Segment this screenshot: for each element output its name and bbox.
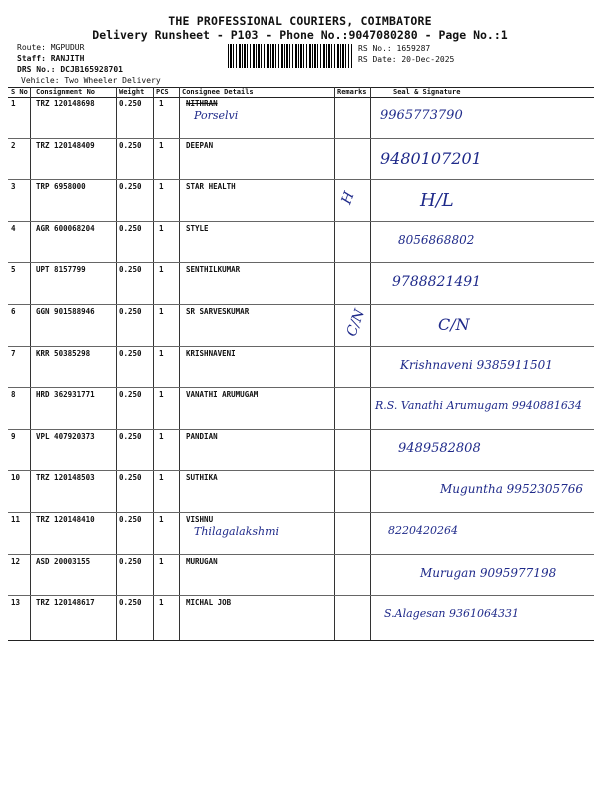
row-consignee: MURUGAN bbox=[186, 556, 218, 566]
row-consignee: STYLE bbox=[186, 223, 209, 233]
row-divider bbox=[8, 470, 594, 471]
row-divider bbox=[8, 304, 594, 305]
col-seal: Seal & Signature bbox=[393, 88, 461, 96]
row-seal-signature: 9965773790 bbox=[380, 108, 463, 123]
row-seal-signature: S.Alagesan 9361064331 bbox=[384, 607, 519, 621]
row-consignee: STAR HEALTH bbox=[186, 182, 236, 192]
row-weight: 0.250 bbox=[119, 390, 142, 400]
row-sno: 7 bbox=[11, 348, 16, 358]
row-handwritten-name: Thilagalakshmi bbox=[194, 525, 280, 538]
staff-text: Staff: RANJITH bbox=[17, 54, 85, 63]
row-seal-signature: 9788821491 bbox=[392, 274, 482, 291]
row-divider bbox=[8, 387, 594, 388]
table-bottom-border bbox=[8, 640, 594, 641]
row-pcs: 1 bbox=[159, 140, 164, 150]
row-weight: 0.250 bbox=[119, 348, 142, 358]
row-weight: 0.250 bbox=[119, 265, 142, 275]
row-consignment: HRD 362931771 bbox=[36, 390, 95, 400]
row-weight: 0.250 bbox=[119, 140, 142, 150]
col-consignee: Consignee Details bbox=[182, 88, 254, 96]
row-pcs: 1 bbox=[159, 473, 164, 483]
row-consignment: TRP 6958000 bbox=[36, 182, 86, 192]
row-sno: 8 bbox=[11, 390, 16, 400]
row-consignment: KRR 50385298 bbox=[36, 348, 91, 358]
page-subtitle: Delivery Runsheet - P103 - Phone No.:9047080280 - Page No.:1 bbox=[92, 28, 508, 42]
vehicle-text: Vehicle: Two Wheeler Delivery bbox=[21, 76, 161, 85]
row-seal-signature: Murugan 9095977198 bbox=[420, 565, 557, 580]
barcode bbox=[228, 44, 352, 68]
row-consignee: KRISHNAVENI bbox=[186, 348, 236, 358]
row-seal-signature: C/N bbox=[438, 315, 470, 334]
row-divider bbox=[8, 138, 594, 139]
row-weight: 0.250 bbox=[119, 182, 142, 192]
row-seal-signature: 8056868802 bbox=[398, 232, 475, 247]
row-seal-signature: R.S. Vanathi Arumugam 9940881634 bbox=[375, 399, 582, 413]
row-pcs: 1 bbox=[159, 307, 164, 316]
row-consignment: TRZ 120148617 bbox=[36, 598, 95, 608]
row-weight: 0.250 bbox=[119, 598, 142, 608]
row-pcs: 1 bbox=[159, 431, 164, 441]
row-weight: 0.250 bbox=[119, 473, 142, 483]
rs-no-text: RS No.: 1659287 bbox=[358, 44, 431, 53]
col-sno: S No bbox=[11, 88, 28, 96]
row-seal-signature: H/L bbox=[420, 190, 454, 212]
row-weight: 0.250 bbox=[119, 99, 142, 108]
row-consignment: TRZ 120148409 bbox=[36, 140, 95, 150]
row-divider bbox=[8, 512, 594, 513]
row-consignment: TRZ 120148410 bbox=[36, 515, 95, 524]
row-weight: 0.250 bbox=[119, 556, 142, 566]
row-consignment: ASD 20003155 bbox=[36, 556, 91, 566]
page-title: THE PROFESSIONAL COURIERS, COIMBATORE bbox=[168, 14, 432, 28]
row-weight: 0.250 bbox=[119, 515, 142, 524]
row-weight: 0.250 bbox=[119, 307, 142, 316]
row-remark: C/N bbox=[343, 307, 369, 339]
row-consignee: SENTHILKUMAR bbox=[186, 265, 241, 275]
row-pcs: 1 bbox=[159, 182, 164, 192]
row-sno: 13 bbox=[11, 598, 21, 608]
col-pcs: PCS bbox=[156, 88, 169, 96]
row-sno: 2 bbox=[11, 140, 16, 150]
row-sno: 6 bbox=[11, 307, 16, 316]
row-consignment: VPL 407920373 bbox=[36, 431, 95, 441]
row-consignment: UPT 8157799 bbox=[36, 265, 86, 275]
rs-date-text: RS Date: 20-Dec-2025 bbox=[358, 55, 455, 64]
route-text: Route: MGPUDUR bbox=[17, 43, 85, 52]
row-consignment: GGN 901588946 bbox=[36, 307, 95, 316]
row-remark: H bbox=[338, 189, 358, 207]
row-seal-signature: Krishnaveni 9385911501 bbox=[400, 357, 553, 372]
col-remarks: Remarks bbox=[337, 88, 367, 96]
row-pcs: 1 bbox=[159, 99, 164, 108]
row-pcs: 1 bbox=[159, 598, 164, 608]
row-weight: 0.250 bbox=[119, 223, 142, 233]
drs-text: DRS No.: DCJB165928701 bbox=[17, 65, 123, 74]
row-pcs: 1 bbox=[159, 265, 164, 275]
row-consignment: AGR 600068204 bbox=[36, 223, 95, 233]
row-seal-signature: 9489582808 bbox=[398, 440, 481, 456]
row-seal-signature: 8220420264 bbox=[388, 524, 458, 537]
row-sno: 3 bbox=[11, 182, 16, 192]
row-pcs: 1 bbox=[159, 515, 164, 524]
row-consignee: VANATHI ARUMUGAM bbox=[186, 390, 259, 400]
row-consignee: VISHNU bbox=[186, 515, 214, 524]
row-sno: 12 bbox=[11, 556, 21, 566]
row-divider bbox=[8, 346, 594, 347]
row-weight: 0.250 bbox=[119, 431, 142, 441]
row-consignee: NITHRAN bbox=[186, 99, 218, 108]
row-consignee: SR SARVESKUMAR bbox=[186, 307, 250, 316]
row-sno: 9 bbox=[11, 431, 16, 441]
row-divider bbox=[8, 262, 594, 263]
row-consignee: MICHAL JOB bbox=[186, 598, 232, 608]
row-sno: 11 bbox=[11, 515, 21, 524]
meta-block bbox=[17, 42, 161, 86]
row-pcs: 1 bbox=[159, 390, 164, 400]
row-pcs: 1 bbox=[159, 556, 164, 566]
row-consignee: DEEPAN bbox=[186, 140, 214, 150]
row-divider bbox=[8, 595, 594, 596]
row-divider bbox=[8, 221, 594, 222]
rs-info bbox=[358, 43, 454, 65]
col-weight: Weight bbox=[119, 88, 145, 96]
runsheet-table bbox=[8, 87, 594, 640]
row-consignee: PANDIAN bbox=[186, 431, 218, 441]
row-divider bbox=[8, 429, 594, 430]
row-divider bbox=[8, 179, 594, 180]
row-pcs: 1 bbox=[159, 348, 164, 358]
row-sno: 1 bbox=[11, 99, 16, 108]
col-consignment: Consignment No bbox=[36, 88, 96, 96]
row-consignee: SUTHIKA bbox=[186, 473, 218, 483]
row-seal-signature: Muguntha 9952305766 bbox=[440, 482, 584, 497]
row-handwritten-name: Porselvi bbox=[194, 109, 239, 122]
row-seal-signature: 9480107201 bbox=[380, 148, 482, 168]
row-sno: 5 bbox=[11, 265, 16, 275]
row-sno: 4 bbox=[11, 223, 16, 233]
row-divider bbox=[8, 554, 594, 555]
row-pcs: 1 bbox=[159, 223, 164, 233]
row-consignment: TRZ 120148503 bbox=[36, 473, 95, 483]
row-consignment: TRZ 120148698 bbox=[36, 99, 95, 108]
row-sno: 10 bbox=[11, 473, 21, 483]
